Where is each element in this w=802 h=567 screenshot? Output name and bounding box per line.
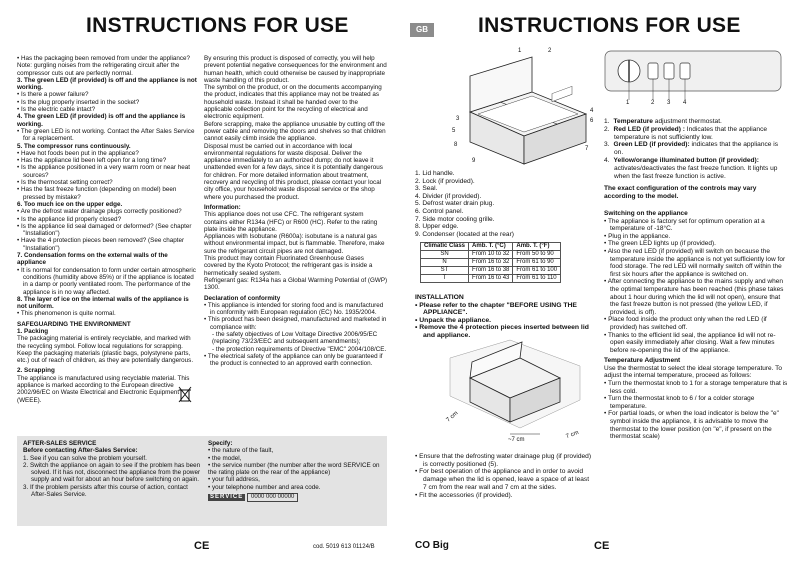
table-cell: From 61 to 110 xyxy=(513,275,561,283)
parts-list xyxy=(415,170,595,238)
text-paragraph: • Plug in the appliance. xyxy=(604,232,671,240)
table-cell: From 16 to 43 xyxy=(469,275,513,283)
part-item: 5. Defrost water drain plug. xyxy=(415,200,495,208)
text-paragraph: Switching on the appliance xyxy=(604,210,688,217)
page-title-left: INSTRUCTIONS FOR USE xyxy=(86,14,349,37)
text-paragraph: Disposal must be carried out in accordance with local environmental regulations for waste disposal. Deliver the appliance immediately to an authorized dump; do not leave it unattended even for a few days, since it is potentially dangerous for children. For more detailed information about treatment, recovery and recycling of this product, please contact your local city office, your household waste disposal service or the shop where you purchased the product. xyxy=(204,142,383,201)
callout-1: 1 xyxy=(518,48,522,54)
control-desc: activates/deactivates the fast freeze function. It lights up when the fast freeze function is active. xyxy=(614,164,778,180)
control-number: 4. xyxy=(604,156,610,164)
troubleshooting-column xyxy=(17,55,197,404)
control-item xyxy=(604,157,786,180)
specify-item: • the nature of the fault, xyxy=(208,447,274,455)
after-sales-step: 3. If the problem persists after this course of action, contact After-Sales Service. xyxy=(23,483,188,499)
part-item: 4. Divider (if provided). xyxy=(415,192,482,200)
climate-class-table xyxy=(420,242,561,283)
text-paragraph: Note: gurgling noises from the refrigerating circuit after the compressor cuts out are perfectly normal. xyxy=(17,62,180,77)
part-item: 6. Control panel. xyxy=(415,207,464,215)
text-paragraph: • This appliance is intended for storing food and is manufactured in conformity with European regulation (EC) No. 1935/2004. xyxy=(204,301,384,317)
control-desc: Indicates that the appliance temperature is not sufficiently low. xyxy=(614,125,768,141)
panel-callout-1: 1 xyxy=(626,100,630,106)
table-cell: From 61 to 90 xyxy=(513,259,561,267)
installation-heading: INSTALLATION xyxy=(415,294,464,301)
callout-5: 5 xyxy=(452,128,456,134)
model-name: CO Big xyxy=(415,540,449,551)
text-paragraph: • For partial loads, or when the load indicator is below the "e" symbol inside the appliance, it is advisable to move the thermostat to the lower position (on "e", if present on the thermostat scale) xyxy=(604,410,779,441)
document-code: cod. 5019 613 01124/B xyxy=(313,544,375,550)
text-paragraph: • The green LED lights up (if provided). xyxy=(604,240,716,248)
part-item: 9. Condenser (located at the rear) xyxy=(415,230,514,238)
text-paragraph: - the safety objectives of Low Voltage Directive 2006/95/EC (replacing 73/23/EEC and subsequent amendments); xyxy=(212,330,378,346)
text-paragraph: • Has the packaging been removed from under the appliance? xyxy=(17,55,191,62)
text-paragraph: • Also the red LED (if provided) will switch on because the temperature inside the appliance is not yet sufficiently low for food storage. The red LED will normally switch off within the first six hours after the appliance is switched on. xyxy=(604,247,786,278)
clearance-left: 7 cm xyxy=(445,410,460,424)
text-paragraph: The packaging material is entirely recyclable, and marked with the recycling symbol. Follow local regulations for scrapping. Keep the packaging materials (plastic bags, polystyrene parts, etc.) out of reach of children, as they are potentially dangerous. xyxy=(17,335,194,365)
part-item: 7. Side motor cooling grille. xyxy=(415,215,495,223)
controls-legend xyxy=(604,118,786,180)
text-paragraph: 8. The layer of ice on the internal walls of the appliance is not uniform. xyxy=(17,295,189,311)
control-number: 1. xyxy=(604,118,610,125)
weee-bin-icon xyxy=(178,386,192,403)
specify-item: • your telephone number and area code. xyxy=(208,483,321,491)
text-paragraph: • The green LED is not working. Contact the After Sales Service for a replacement. xyxy=(17,127,195,143)
text-paragraph: • It is normal for condensation to form under certain atmospheric conditions (humidity above 85%) or if the appliance is located in a damp or poorly ventilated room. The performance of the appliance is in no way affected. xyxy=(17,266,196,296)
after-sales-step: 2. Switch the appliance on again to see if the problem has been solved. If it has not, disconnect the appliance from the power supply and wait for about an hour before switching on again. xyxy=(23,461,201,484)
text-paragraph: The symbol on the product, or on the documents accompanying the product, indicates that this appliance may not be treated as household waste. Instead it shall be handed over to the applicable collection point for the recycling of electrical and electronic equipment. xyxy=(204,84,382,121)
callout-8: 8 xyxy=(454,142,458,148)
text-paragraph: • Place food inside the product only when the red LED (if provided) has switched off. xyxy=(604,316,767,331)
text-paragraph: • Thanks to the efficient lid seal, the appliance lid will not re-open easily immediately after closing. Wait a few minutes before re-opening the lid of the appliance. xyxy=(604,331,776,354)
text-paragraph: • The appliance is factory set for optimum operation at a temperature of -18°C. xyxy=(604,217,765,233)
text-paragraph: • Is there a power failure? xyxy=(17,91,89,99)
table-cell: N xyxy=(421,259,469,267)
control-name: Yellow/orange illuminated button (if provided): xyxy=(613,156,759,164)
text-paragraph: This product may contain Fluorinated Greenhouse Gases covered by the Kyoto Protocol; the refrigerant gas is inside a hermetically sealed system. xyxy=(204,255,373,277)
clearance-rear: ~7 cm xyxy=(508,437,525,443)
after-sales-sub: Before contacting After-Sales Service: xyxy=(23,447,138,455)
text-paragraph: • Is the electric cable intact? xyxy=(17,106,96,114)
part-item: 2. Lock (if provided). xyxy=(415,177,475,185)
page-title-right: INSTRUCTIONS FOR USE xyxy=(478,14,741,37)
installation-note: • For best operation of the appliance and in order to avoid damage when the lid is opened, leave a space of at least 7 cm from the rear wall and 7 cm at the sides. xyxy=(415,468,590,491)
control-name: Red LED (if provided) : xyxy=(613,125,685,133)
callout-2: 2 xyxy=(548,48,552,54)
operation-column xyxy=(604,207,788,441)
installation-notes xyxy=(415,453,593,499)
text-paragraph: 4. The green LED (if provided) is off and the appliance is working. xyxy=(17,113,186,128)
text-paragraph: • The electrical safety of the appliance can only be guaranteed if the product is connected to an approved earth connection. xyxy=(204,352,383,368)
ce-mark-left: CE xyxy=(194,540,210,552)
panel-callout-3: 3 xyxy=(667,100,671,106)
text-paragraph: - the protection requirements of Directive "EMC" 2004/108/CE. xyxy=(212,345,387,353)
callout-4: 4 xyxy=(590,108,594,114)
controls-note: The exact configuration of the controls may vary according to the model. xyxy=(604,185,757,200)
panel-callout-2: 2 xyxy=(651,100,655,106)
text-paragraph: By ensuring this product is disposed of correctly, you will help prevent potential negative consequences for the environment and human health, which could otherwise be caused by inappropriate waste handling of this product. xyxy=(204,55,387,84)
specify-heading: Specify: xyxy=(208,440,233,447)
text-paragraph: • Are the defrost water drainage plugs correctly positioned? xyxy=(17,208,182,216)
text-paragraph: 7. Condensation forms on the external walls of the appliance xyxy=(17,252,168,267)
table-cell: From 16 to 38 xyxy=(469,267,513,275)
control-item xyxy=(604,118,786,126)
text-paragraph: 2. Scrapping xyxy=(17,367,55,375)
table-cell: T xyxy=(421,275,469,283)
control-name: Temperature xyxy=(613,118,653,125)
after-sales-box xyxy=(17,436,387,526)
text-paragraph: • Have the 4 protection pieces been removed? (See chapter "Installation") xyxy=(17,237,185,252)
callout-3: 3 xyxy=(456,116,460,122)
installation-item: • Please refer to the chapter "BEFORE USING THE APPLIANCE". xyxy=(415,301,577,317)
text-paragraph: • Is the appliance lid properly closed? xyxy=(17,215,122,223)
panel-callout-4: 4 xyxy=(683,100,687,106)
text-paragraph: • Is the appliance lid seal damaged or deformed? (See chapter "Installation") xyxy=(17,222,192,238)
text-paragraph: 6. Too much ice on the upper edge. xyxy=(17,200,123,208)
table-header: Amb. T. (°C) xyxy=(469,243,513,251)
text-paragraph: 5. The compressor runs continuously. xyxy=(17,142,131,150)
control-item xyxy=(604,141,786,157)
language-badge: GB xyxy=(410,23,434,37)
specify-item: • the service number (the number after the word SERVICE on the rating plate on the rear of the appliance) xyxy=(208,461,380,477)
text-paragraph: Appliances with Isobutane (R600a): isobutane is a natural gas without environmental impact, but is flammable. Therefore, make sure the refrigerant circuit pipes are not damaged. xyxy=(204,233,385,255)
clearance-right: 7 cm xyxy=(565,429,580,441)
ce-mark-right: CE xyxy=(594,540,610,552)
text-paragraph: Declaration of conformity xyxy=(204,294,281,302)
table-cell: From 61 to 100 xyxy=(513,267,561,275)
part-item: 1. Lid handle. xyxy=(415,170,455,177)
after-sales-step: 1. See if you can solve the problem yourself. xyxy=(23,454,147,462)
installation-note: • Ensure that the defrosting water drainage plug (if provided) is correctly positioned (5). xyxy=(415,453,592,468)
installation-note: • Fit the accessories (if provided). xyxy=(415,491,513,499)
specify-item: • your full address, xyxy=(208,476,260,484)
table-cell: From 10 to 32 xyxy=(469,251,513,259)
text-paragraph: • Is the thermostat setting correct? xyxy=(17,179,113,187)
service-label: SERVICE xyxy=(210,494,244,501)
text-paragraph: Before scrapping, make the appliance unusable by cutting off the power cable and removing the doors and shelves so that children cannot easily climb inside the appliance. xyxy=(204,120,386,143)
text-paragraph: 3. The green LED (if provided) is off and the appliance is not working. xyxy=(17,76,197,92)
part-item: 8. Upper edge. xyxy=(415,223,459,231)
text-paragraph: • After connecting the appliance to the mains supply and when the optimal temperature has been reached (this phase takes about 1 hour during which the lid will not open), ensure that the fast freeze button is not pressed (the yellow LED, if provided, is off). xyxy=(604,278,784,316)
text-paragraph: The appliance is manufactured using recyclable material. This appliance is marked according to the European directive 2002/96/EC on Waste Electrical and Electronic Equipment (WEEE). xyxy=(17,374,190,404)
table-cell: ST xyxy=(421,267,469,275)
text-paragraph: • Have hot foods been put in the appliance? xyxy=(17,149,139,157)
installation-item: • Remove the 4 protection pieces inserted between lid and appliance. xyxy=(415,324,589,339)
table-cell: SN xyxy=(421,251,469,259)
table-cell: From 50 to 90 xyxy=(513,251,561,259)
text-paragraph: This appliance does not use CFC. The refrigerant system contains either R134a (HFC) or R600 (HC). Refer to the rating plate inside the appliance. xyxy=(204,211,378,233)
text-paragraph: • Has the fast freeze function (depending on model) been pressed by mistake? xyxy=(17,186,177,201)
text-paragraph: • This phenomenon is quite normal. xyxy=(17,310,116,318)
text-paragraph: • Is the plug properly inserted in the socket? xyxy=(17,98,140,106)
after-sales-heading: AFTER-SALES SERVICE xyxy=(23,440,97,447)
text-paragraph: • Turn the thermostat knob to 1 for a storage temperature that is less cold. xyxy=(604,380,788,395)
text-paragraph: Information: xyxy=(204,203,241,211)
control-panel-illustration xyxy=(604,50,784,106)
text-paragraph: • Is the appliance positioned in a very warm room or near heat sources? xyxy=(17,164,191,179)
text-paragraph: SAFEGUARDING THE ENVIRONMENT xyxy=(17,320,131,328)
control-desc: adjustment thermostat. xyxy=(652,118,722,125)
part-item: 3. Seal. xyxy=(415,185,438,193)
table-cell: From 16 to 32 xyxy=(469,259,513,267)
specify-item: • the model, xyxy=(208,454,242,462)
table-header: Amb. T. (°F) xyxy=(513,243,561,251)
control-number: 3. xyxy=(604,141,610,149)
control-item xyxy=(604,126,786,142)
installation-clearance-illustration xyxy=(440,338,590,446)
environment-column xyxy=(204,55,388,367)
text-paragraph: Temperature Adjustment xyxy=(604,357,681,365)
installation-section xyxy=(415,294,595,340)
text-paragraph: • Turn the thermostat knob to 6 / for a colder storage temperature. xyxy=(604,395,755,410)
table-header: Climatic Class xyxy=(421,243,469,251)
control-name: Green LED (if provided): xyxy=(613,141,690,149)
text-paragraph: • This product has been designed, manufactured and marketed in compliance with: xyxy=(204,316,387,331)
control-desc: indicates that the appliance is on. xyxy=(614,141,779,157)
service-number: 0000 000 00000 xyxy=(247,493,298,502)
text-paragraph: Refrigerant gas: R134a has a Global Warming Potential of (GWP) 1300. xyxy=(204,276,388,292)
chest-freezer-illustration xyxy=(452,52,592,167)
callout-6: 6 xyxy=(590,118,594,124)
text-paragraph: Use the thermostat to select the ideal storage temperature. To adjust the internal temperature, proceed as follows: xyxy=(604,364,783,380)
installation-item: • Unpack the appliance. xyxy=(415,316,492,324)
callout-9: 9 xyxy=(472,158,476,164)
text-paragraph: 1. Packing xyxy=(17,327,49,335)
callout-7: 7 xyxy=(585,146,589,152)
control-number: 2. xyxy=(604,125,610,133)
text-paragraph: • Has the appliance lid been left open for a long time? xyxy=(17,157,167,165)
